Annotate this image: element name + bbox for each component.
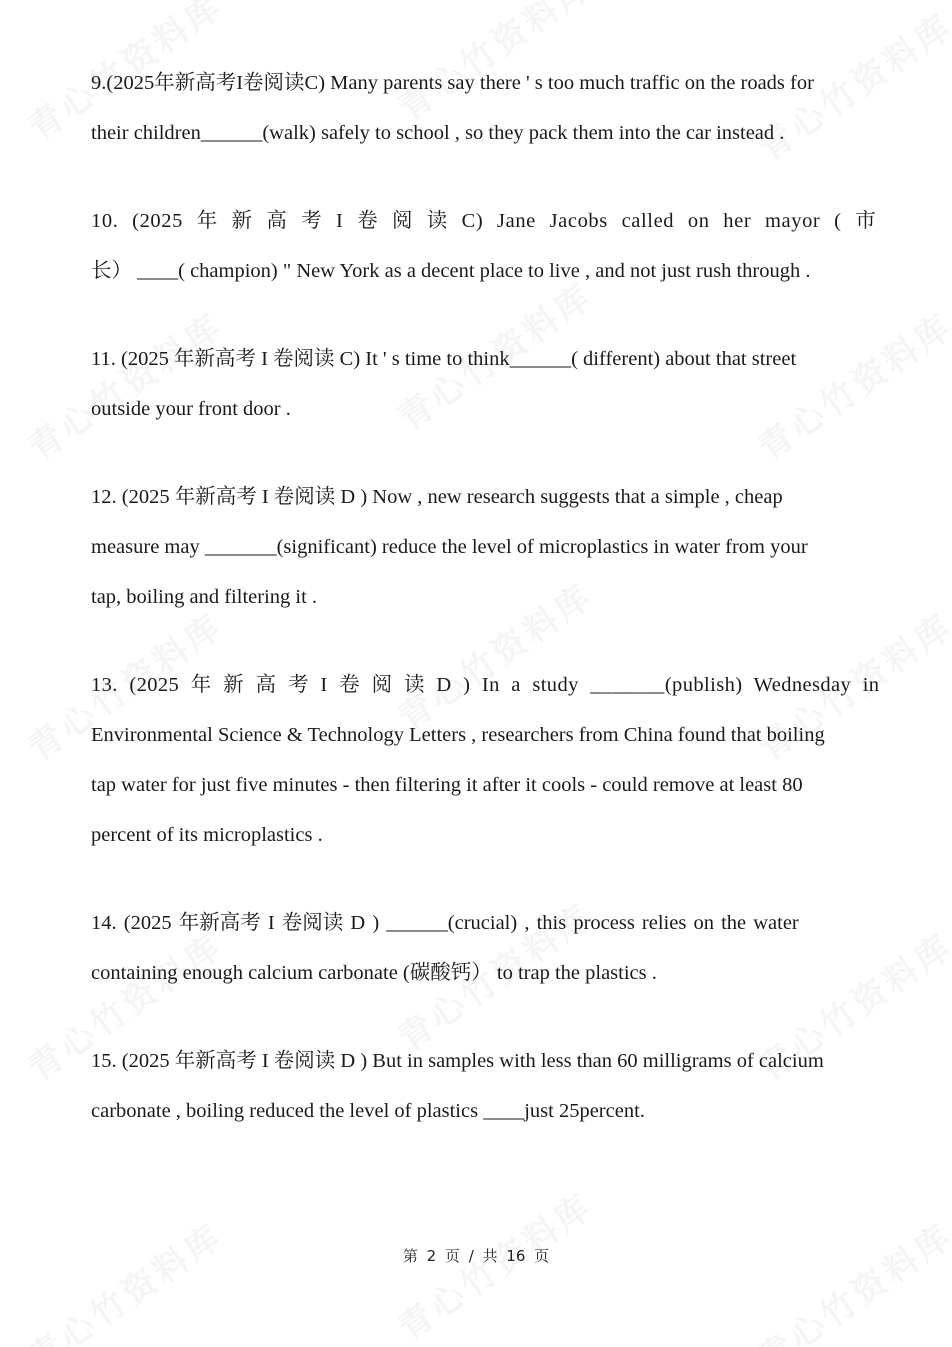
question-line: 12. (2025 年新高考 I 卷阅读 D ) Now , new research suggests that a simple , cheap xyxy=(91,486,783,508)
document-body xyxy=(91,58,894,1174)
question-line: carbonate , boiling reduced the level of plastics ____just 25percent. xyxy=(91,1100,645,1122)
question-line: tap, boiling and filtering it . xyxy=(91,586,318,608)
watermark-text xyxy=(747,1209,952,1347)
watermark-text xyxy=(17,1209,232,1347)
question-item-12 xyxy=(91,472,894,622)
question-item-11 xyxy=(91,334,894,434)
question-line: percent of its microplastics . xyxy=(91,824,323,846)
question-item-13 xyxy=(91,660,894,860)
question-line: 长） ____( champion) " New York as a decent place to live , and not just rush through . xyxy=(91,260,811,282)
question-line: Environmental Science & Technology Letters , researchers from China found that boiling xyxy=(91,724,825,746)
question-line: 11. (2025 年新高考 I 卷阅读 C) It ' s time to think______( different) about that street xyxy=(91,348,797,370)
question-item-9 xyxy=(91,58,894,158)
question-line: 13. (2025 年 新 高 考 I 卷 阅 读 D ) In a study _______(publish) Wednesday in xyxy=(91,674,880,696)
question-line: 15. (2025 年新高考 I 卷阅读 D ) But in samples with less than 60 milligrams of calcium xyxy=(91,1050,824,1072)
question-line: 10. (2025 年 新 高 考 I 卷 阅 读 C) Jane Jacobs called on her mayor ( 市 xyxy=(91,210,877,232)
question-line: tap water for just five minutes - then filtering it after it cools - could remove at least 80 xyxy=(91,774,803,796)
question-item-10 xyxy=(91,196,894,296)
question-line: their children______(walk) safely to school , so they pack them into the car instead . xyxy=(91,122,785,144)
question-item-14 xyxy=(91,898,894,998)
question-item-15 xyxy=(91,1036,894,1136)
question-line: measure may _______(significant) reduce the level of microplastics in water from your xyxy=(91,536,808,558)
question-line: containing enough calcium carbonate (碳酸钙） to trap the plastics . xyxy=(91,962,657,984)
question-line: outside your front door . xyxy=(91,398,291,420)
question-line: 9.(2025年新高考I卷阅读C) Many parents say there ' s too much traffic on the roads for xyxy=(91,72,814,94)
question-line: 14. (2025 年新高考 I 卷阅读 D ) ______(crucial) , this process relies on the water xyxy=(91,912,799,934)
page-number-footer: 第 2 页 / 共 16 页 xyxy=(402,1247,550,1265)
